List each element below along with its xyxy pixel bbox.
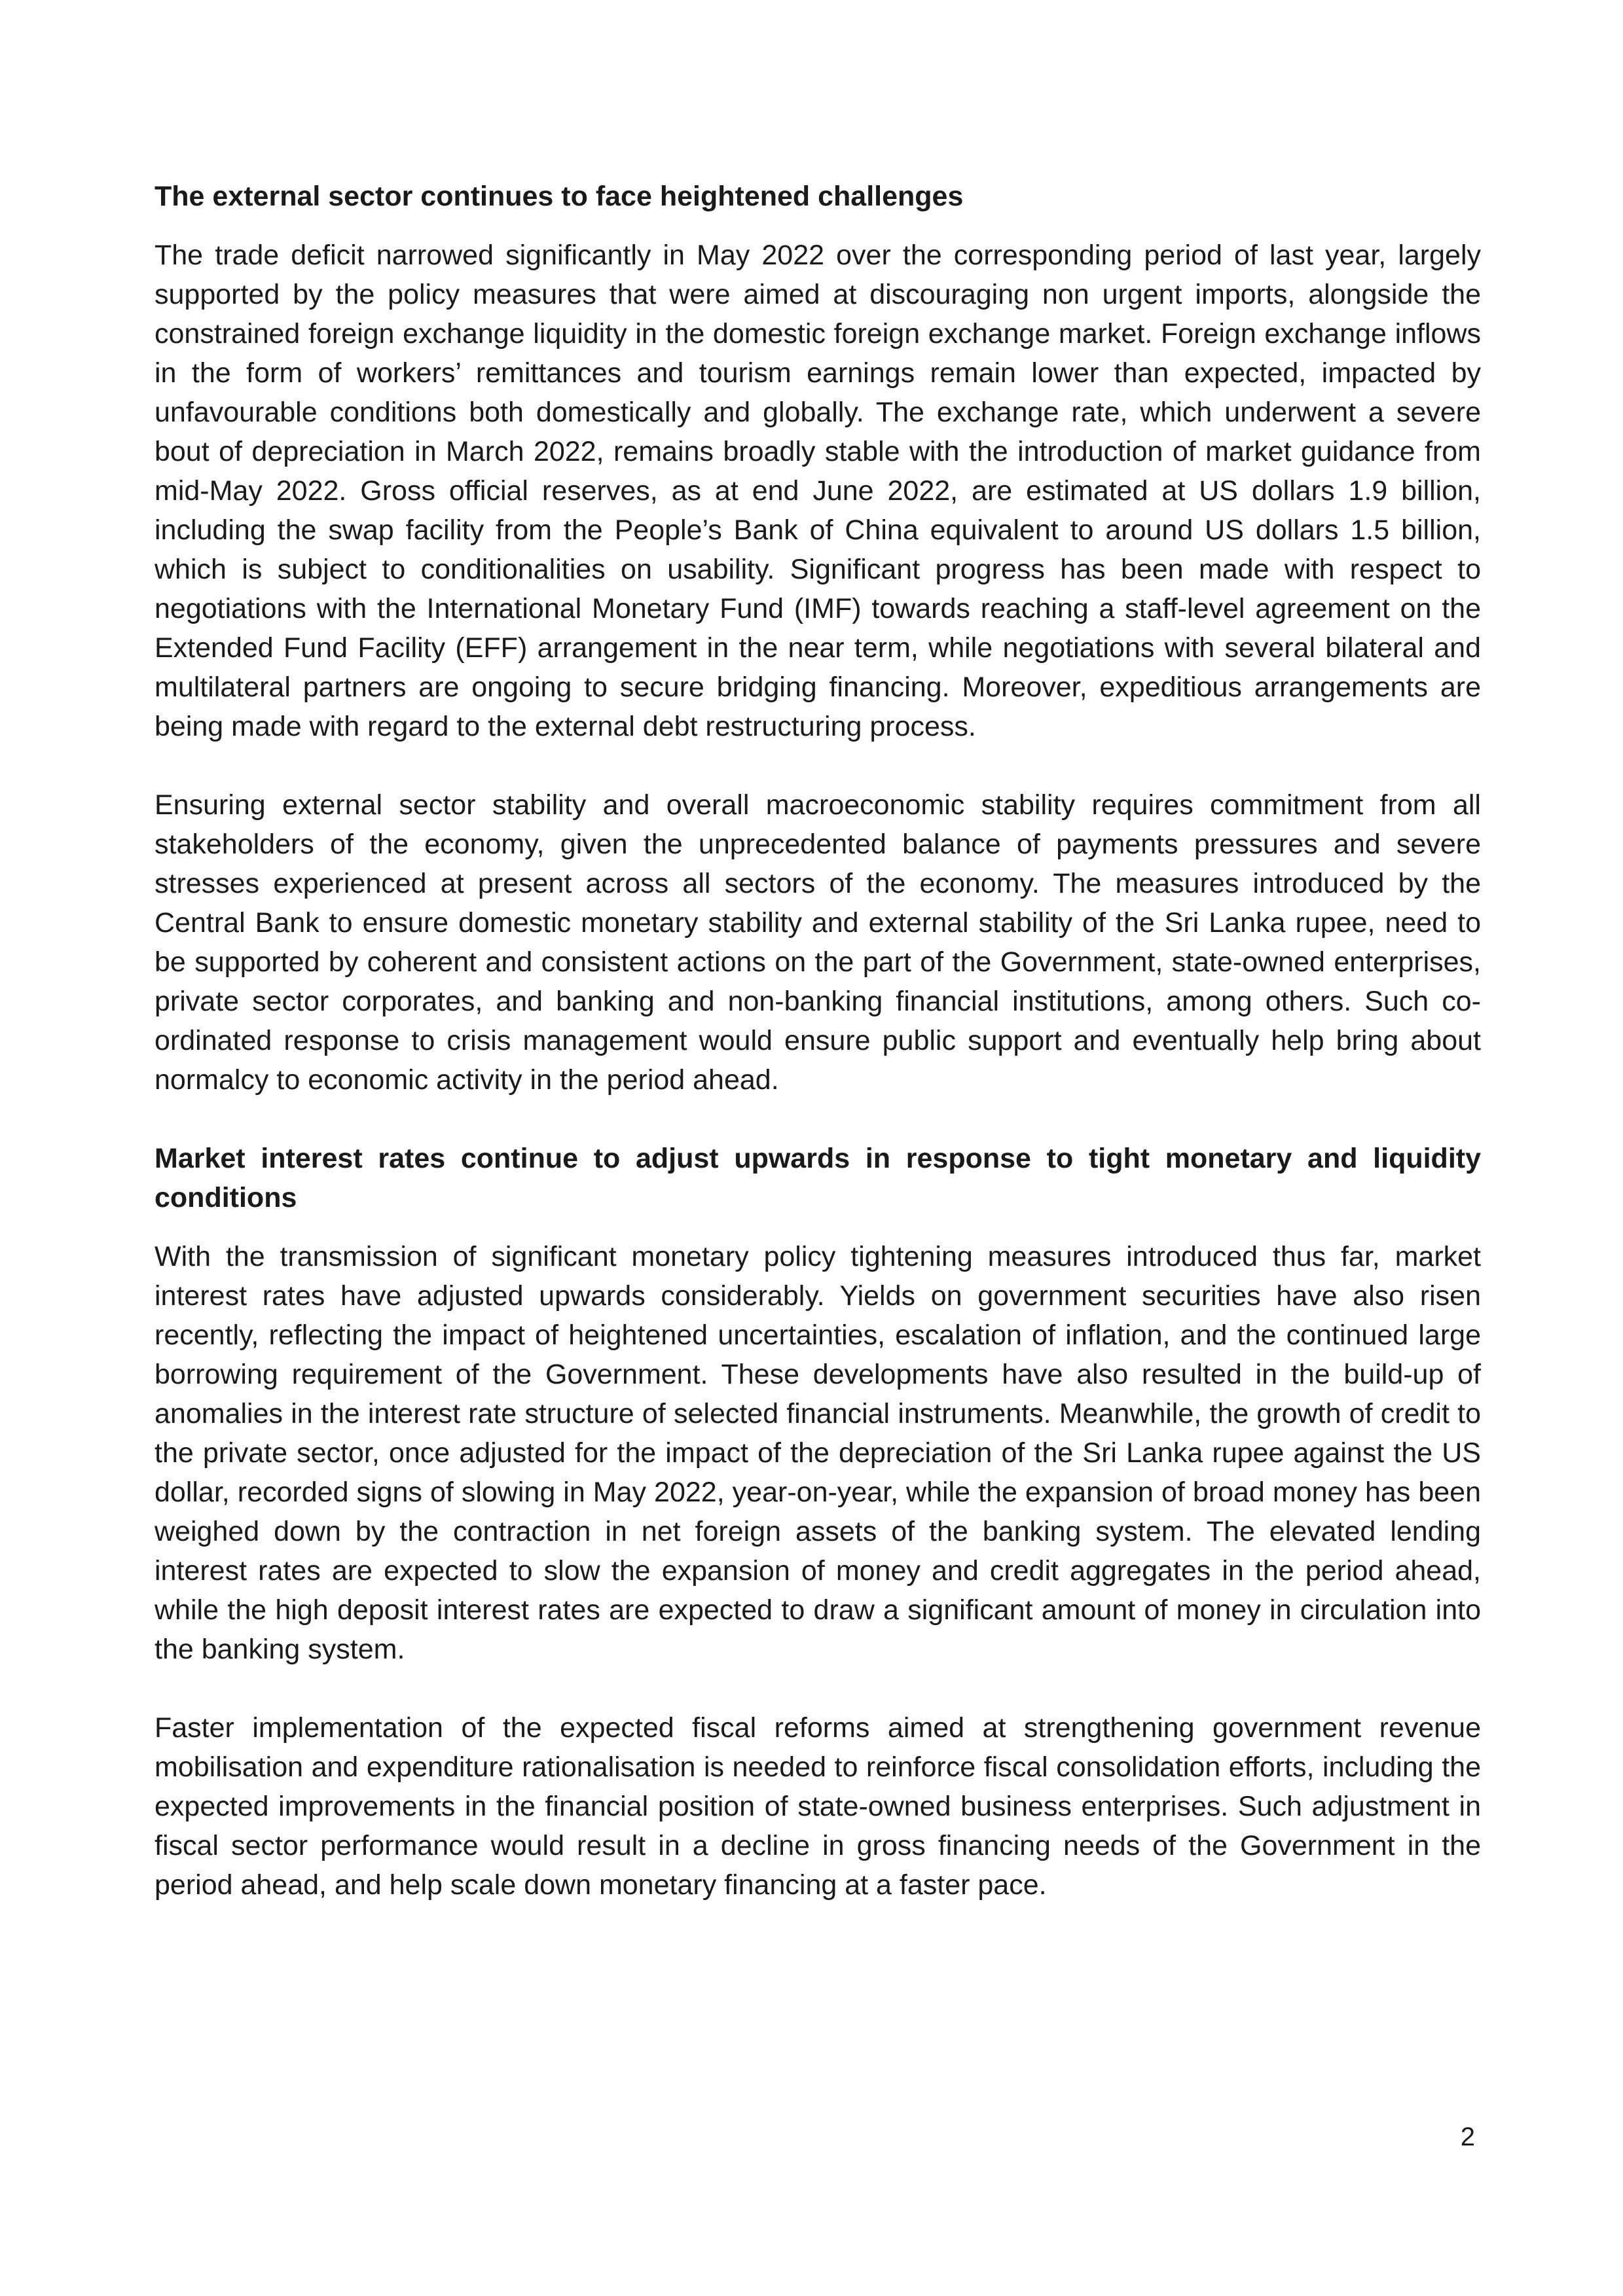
paragraph-trade-deficit: The trade deficit narrowed significantly in May 2022 over the corresponding period of last year, largely supported by the policy measures that were aimed at discouraging non urgent imports, alongside the constrained foreign exchange liquidity in the domestic foreign exchange market. Foreign exchange inflows in the form of workers’ remittances and tourism earnings remain lower than expected, impacted by unfavourable conditions both domestically and globally. The exchange rate, which underwent a severe bout of depreciation in March 2022, remains broadly stable with the introduction of market guidance from mid-May 2022. Gross official reserves, as at end June 2022, are estimated at US dollars 1.9 billion, including the swap facility from the People’s Bank of China equivalent to around US dollars 1.5 billion, which is subject to conditionalities on usability. Significant progress has been made with respect to negotiations with the International Monetary Fund (IMF) towards reaching a staff-level agreement on the Extended Fund Facility (EFF) arrangement in the near term, while negotiations with several bilateral and multilateral partners are ongoing to secure bridging financing. Moreover, expeditious arrangements are being made with regard to the external debt restructuring process. — [155, 240, 1481, 742]
section-heading-interest-rates: Market interest rates continue to adjust upwards in response to tight monetary and liquidity conditions — [155, 1143, 1481, 1213]
paragraph-external-stability: Ensuring external sector stability and overall macroeconomic stability requires commitment from all stakeholders of the economy, given the unprecedented balance of payments pressures and severe stresses experienced at present across all sectors of the economy. The measures introduced by the Central Bank to ensure domestic monetary stability and external stability of the Sri Lanka rupee, need to be supported by coherent and consistent actions on the part of the Government, state-owned enterprises, private sector corporates, and banking and non-banking financial institutions, among others. Such co-ordinated response to crisis management would ensure public support and eventually help bring about normalcy to economic activity in the period ahead. — [155, 789, 1481, 1096]
paragraph-monetary-transmission: With the transmission of significant monetary policy tightening measures introduced thus far, market interest rates have adjusted upwards considerably. Yields on government securities have also risen recently, reflecting the impact of heightened uncertainties, escalation of inflation, and the continued large borrowing requirement of the Government. These developments have also resulted in the build-up of anomalies in the interest rate structure of selected financial instruments. Meanwhile, the growth of credit to the private sector, once adjusted for the impact of the depreciation of the Sri Lanka rupee against the US dollar, recorded signs of slowing in May 2022, year-on-year, while the expansion of broad money has been weighed down by the contraction in net foreign assets of the banking system. The elevated lending interest rates are expected to slow the expansion of money and credit aggregates in the period ahead, while the high deposit interest rates are expected to draw a significant amount of money in circulation into the banking system. — [155, 1241, 1481, 1665]
page-number: 2 — [1460, 2123, 1475, 2151]
section-heading-external-sector: The external sector continues to face heightened challenges — [155, 181, 964, 212]
paragraph-fiscal-reforms: Faster implementation of the expected fiscal reforms aimed at strengthening government revenue mobilisation and expenditure rationalisation is needed to reinforce fiscal consolidation efforts, including the expected improvements in the financial position of state-owned business enterprises. Such adjustment in fiscal sector performance would result in a decline in gross financing needs of the Government in the period ahead, and help scale down monetary financing at a faster pace. — [155, 1712, 1481, 1901]
document-page — [155, 177, 1481, 1905]
